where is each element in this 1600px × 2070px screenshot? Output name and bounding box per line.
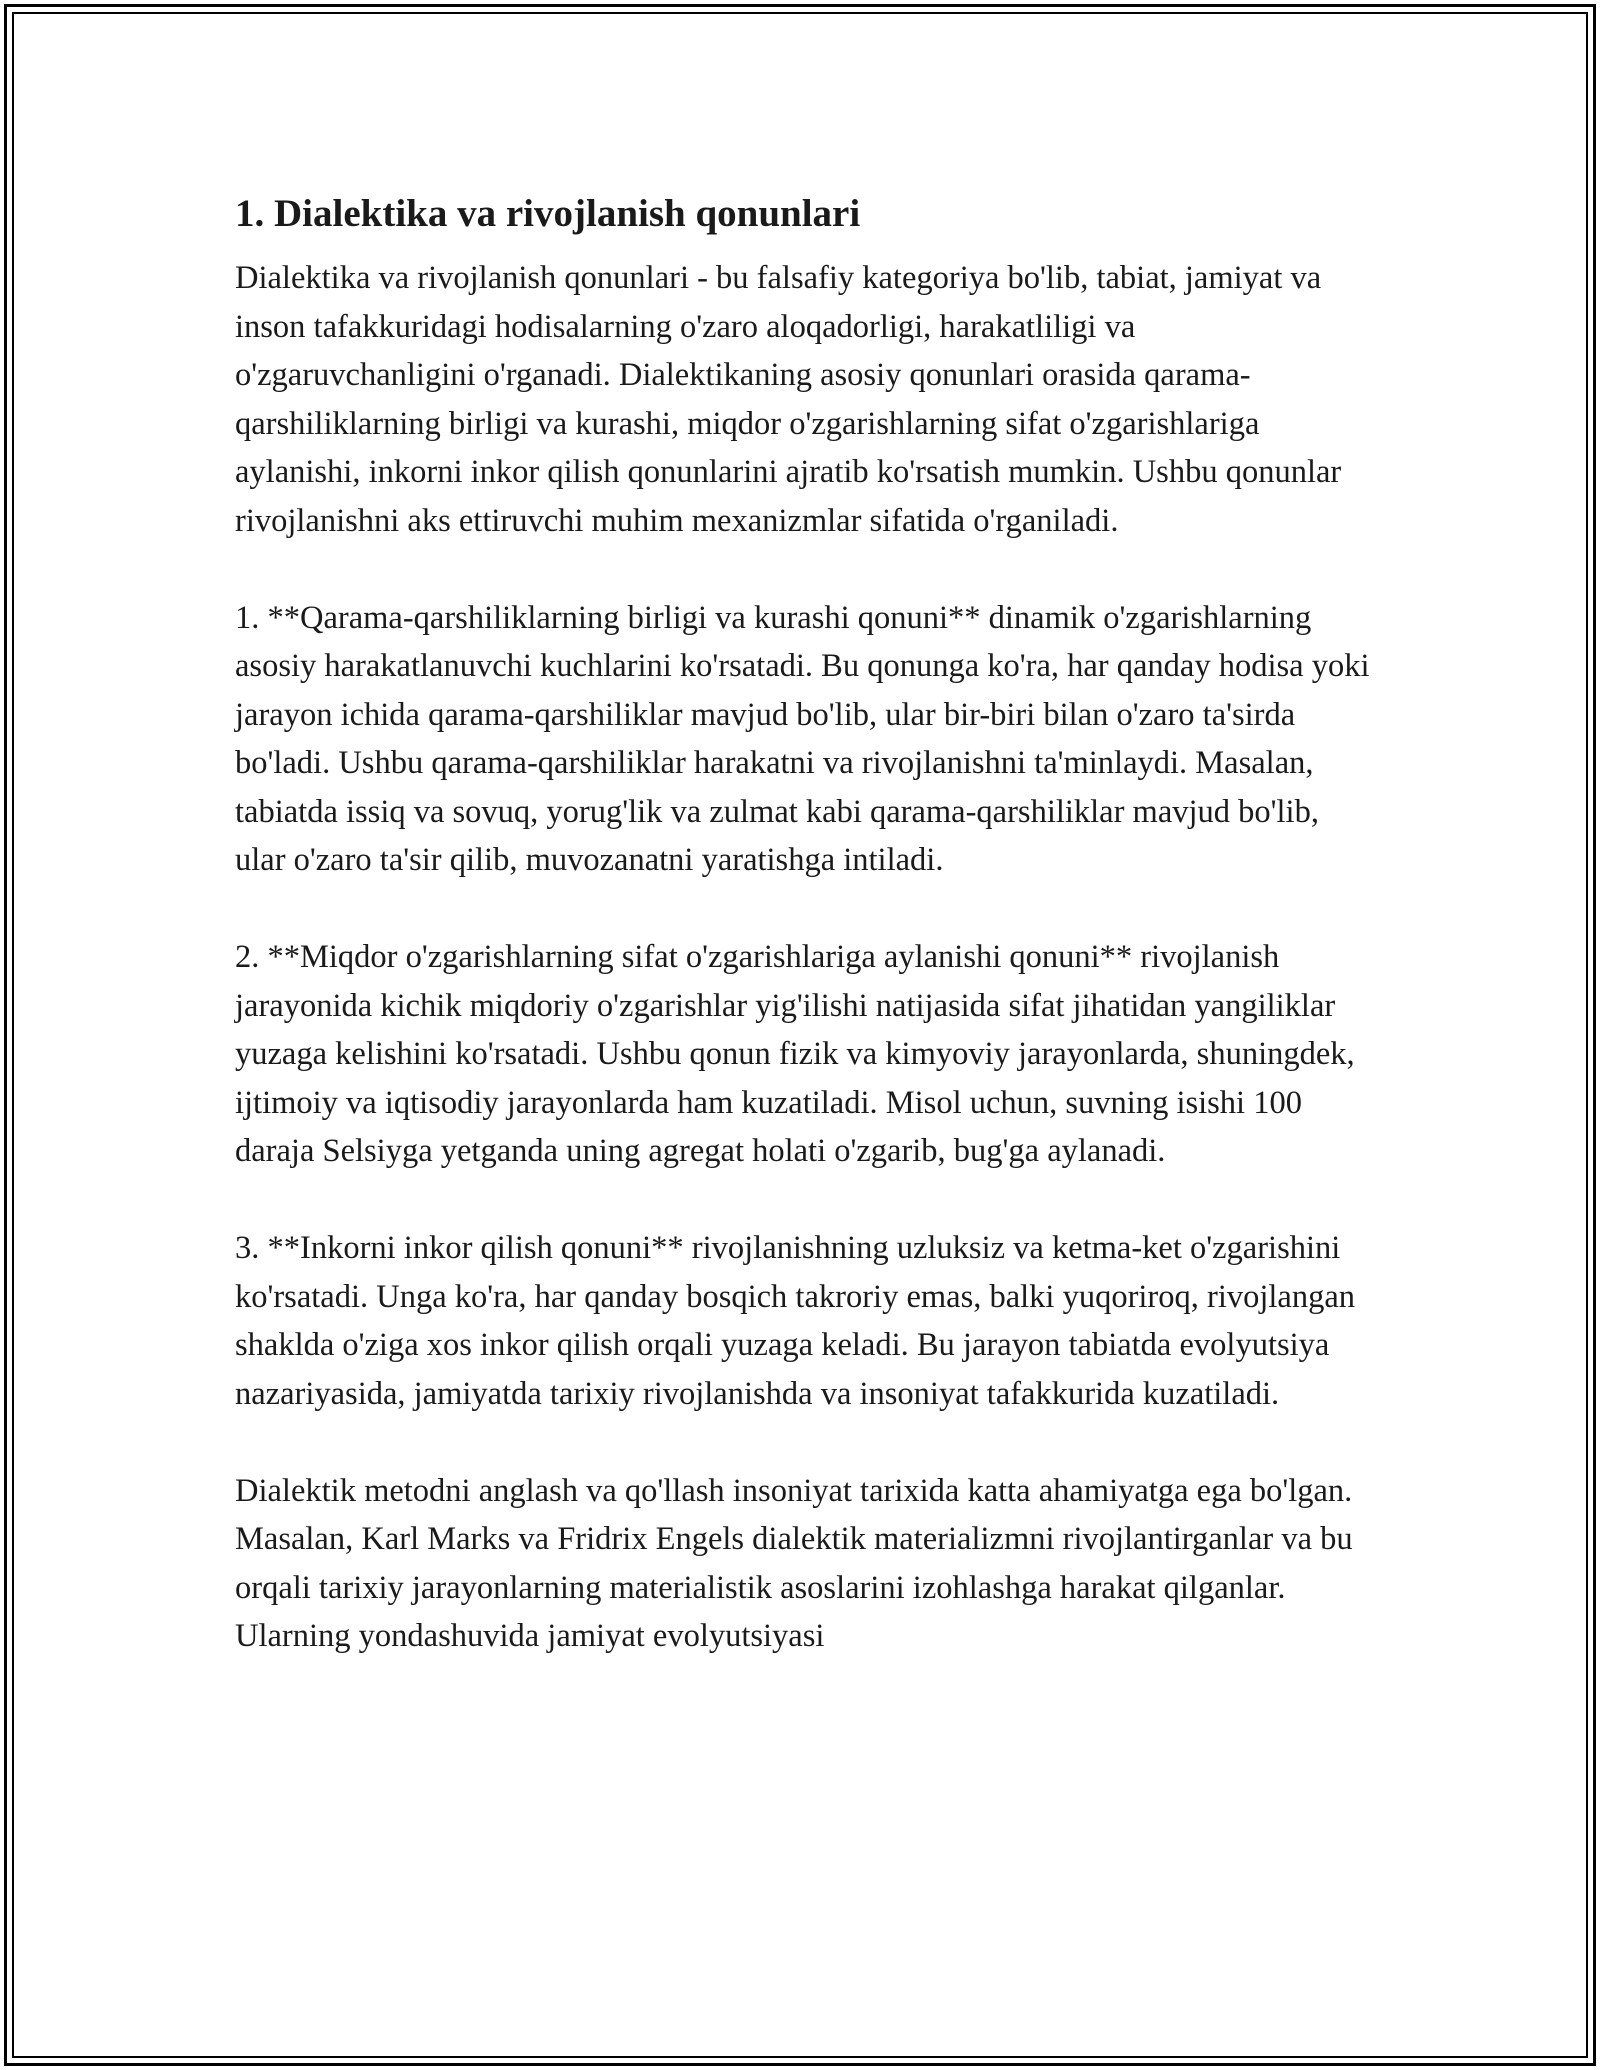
document-body: [235, 188, 1375, 1709]
law-3-paragraph: 3. **Inkorni inkor qilish qonuni** rivojlanishning uzluksiz va ketma-ket o'zgarishini ko'rsatadi. Unga ko'ra, har qanday bosqich takroriy emas, balki yuqoriroq, rivojlangan shaklda o'ziga xos inkor qilish orqali yuzaga keladi. Bu jarayon tabiatda evolyutsiya nazariyasida, jamiyatda tarixiy rivojlanishda va insoniyat tafakkurida kuzatiladi.: [235, 1230, 1356, 1412]
dialectic-method-paragraph: Dialektik metodni anglash va qo'llash insoniyat tarixida katta ahamiyatga ega bo'lgan. Masalan, Karl Marks va Fridrix Engels dialektik materializmni rivojlantirganlar va bu orqali tarixiy jarayonlarning materialistik asoslarini izohlashga harakat qilganlar. Ularning yondashuvida jamiyat evolyutsiyasi: [235, 1472, 1353, 1654]
section-heading: 1. Dialektika va rivojlanish qonunlari: [235, 192, 861, 235]
law-2-paragraph: 2. **Miqdor o'zgarishlarning sifat o'zgarishlariga aylanishi qonuni** rivojlanish jarayonida kichik miqdoriy o'zgarishlar yig'ilishi natijasida sifat jihatidan yangiliklar yuzaga kelishini ko'rsatadi. Ushbu qonun fizik va kimyoviy jarayonlarda, shuningdek, ijtimoiy va iqtisodiy jarayonlarda ham kuzatiladi. Misol uchun, suvning isishi 100 daraja Selsiyga yetganda uning agregat holati o'zgarib, bug'ga aylanadi.: [235, 939, 1355, 1169]
intro-paragraph: Dialektika va rivojlanish qonunlari - bu falsafiy kategoriya bo'lib, tabiat, jamiyat va inson tafakkuridagi hodisalarning o'zaro aloqadorligi, harakatliligi va o'zgaruvchanligini o'rganadi. Dialektikaning asosiy qonunlari orasida qarama-qarshiliklarning birligi va kurashi, miqdor o'zgarishlarning sifat o'zgarishlariga aylanishi, inkorni inkor qilish qonunlarini ajratib ko'rsatish mumkin. Ushbu qonunlar rivojlanishni aks ettiruvchi muhim mexanizmlar sifatida o'rganiladi.: [235, 260, 1342, 539]
law-1-paragraph: 1. **Qarama-qarshiliklarning birligi va kurashi qonuni** dinamik o'zgarishlarning asosiy harakatlanuvchi kuchlarini ko'rsatadi. Bu qonunga ko'ra, har qanday hodisa yoki jarayon ichida qarama-qarshiliklar mavjud bo'lib, ular bir-biri bilan o'zaro ta'sirda bo'ladi. Ushbu qarama-qarshiliklar harakatni va rivojlanishni ta'minlaydi. Masalan, tabiatda issiq va sovuq, yorug'lik va zulmat kabi qarama-qarshiliklar mavjud bo'lib, ular o'zaro ta'sir qilib, muvozanatni yaratishga intiladi.: [235, 599, 1370, 878]
